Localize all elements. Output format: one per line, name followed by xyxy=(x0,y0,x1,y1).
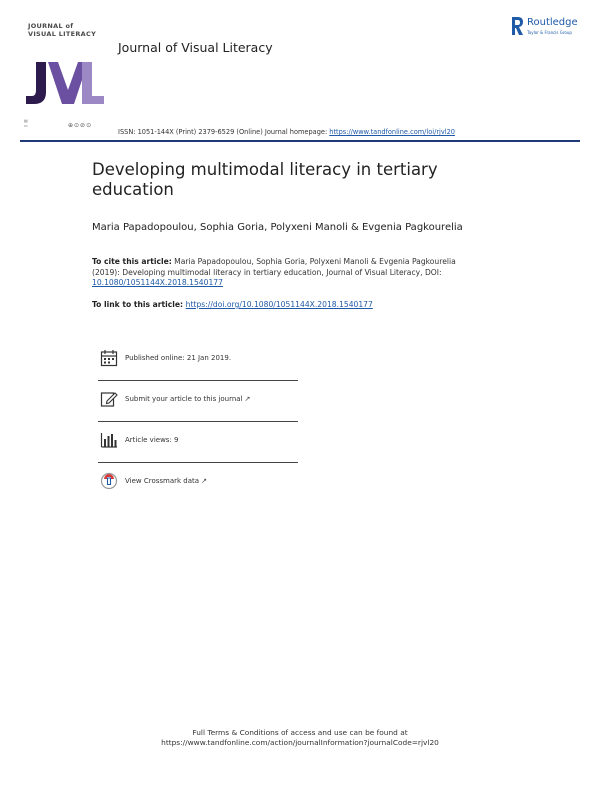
submit-article-item[interactable] xyxy=(98,387,298,415)
logo-line1: JOURNAL of xyxy=(28,22,74,30)
info-divider xyxy=(98,462,298,463)
citation-doi-link[interactable]: 10.1080/1051144X.2018.1540177 xyxy=(92,278,223,287)
citation-label: To cite this article: xyxy=(92,257,172,266)
journal-name: Journal of Visual Literacy xyxy=(118,40,273,55)
journal-homepage-link[interactable]: https://www.tandfonline.com/loi/rjvl20 xyxy=(329,128,455,136)
published-online-item xyxy=(98,346,298,374)
external-link-icon: ↗ xyxy=(201,477,207,485)
issn-line xyxy=(118,128,455,136)
journal-logo-mark xyxy=(24,60,106,110)
crossmark-item[interactable] xyxy=(98,469,298,497)
article-link-line xyxy=(92,300,373,309)
issn-text: ISSN: 1051-144X (Print) 2379-6529 (Online) Journal homepage: xyxy=(118,128,330,136)
article-views-label: Article views: 9 xyxy=(125,436,179,444)
published-online-label: Published online: 21 Jan 2019. xyxy=(125,354,232,362)
edit-icon xyxy=(100,390,118,412)
info-divider xyxy=(98,380,298,381)
bar-chart-icon xyxy=(100,431,118,453)
link-label: To link to this article: xyxy=(92,300,186,309)
calendar-icon xyxy=(100,349,118,371)
crossmark-link[interactable] xyxy=(125,477,207,485)
external-link-icon: ↗ xyxy=(244,395,251,403)
submit-article-label: Submit your article to this journal xyxy=(125,395,243,403)
journal-logo-text xyxy=(28,22,106,38)
routledge-logo-icon xyxy=(510,16,524,40)
article-views-item xyxy=(98,428,298,456)
info-divider xyxy=(98,421,298,422)
title-line2: education xyxy=(92,180,174,199)
article-doi-link[interactable]: https://doi.org/10.1080/1051144X.2018.1540177 xyxy=(185,300,373,309)
publisher-subtitle: Taylor & Francis Group xyxy=(527,30,572,35)
footer-line1: Full Terms & Conditions of access and use can be found at xyxy=(192,728,408,737)
article-authors: Maria Papadopoulou, Sophia Goria, Polyxeni Manoli & Evgenia Pagkourelia xyxy=(92,222,463,233)
crossmark-icon xyxy=(100,472,118,494)
submit-article-link[interactable] xyxy=(125,395,250,403)
publisher-mini-logo: ▤ ▭ xyxy=(24,118,28,128)
title-line1: Developing multimodal literacy in tertiary xyxy=(92,160,438,179)
crossmark-label: View Crossmark data xyxy=(125,477,200,485)
citation-text-line1: Maria Papadopoulou, Sophia Goria, Polyxeni Manoli & Evgenia Pagkourelia xyxy=(171,257,456,266)
footer-terms-url[interactable]: https://www.tandfonline.com/action/journalInformation?journalCode=rjvl20 xyxy=(161,738,439,747)
citation-block xyxy=(92,257,512,289)
article-title xyxy=(92,160,512,200)
logo-line2: VISUAL LITERACY xyxy=(28,30,97,38)
citation-text-line2: (2019): Developing multimodal literacy in tertiary education, Journal of Visual Literacy, DOI: xyxy=(92,267,442,277)
footer-terms xyxy=(0,728,600,748)
header-rule xyxy=(20,140,580,142)
publisher-name: Routledge xyxy=(527,17,578,28)
access-symbols-icon: ⊕⊙⊘⊙ xyxy=(68,122,93,129)
